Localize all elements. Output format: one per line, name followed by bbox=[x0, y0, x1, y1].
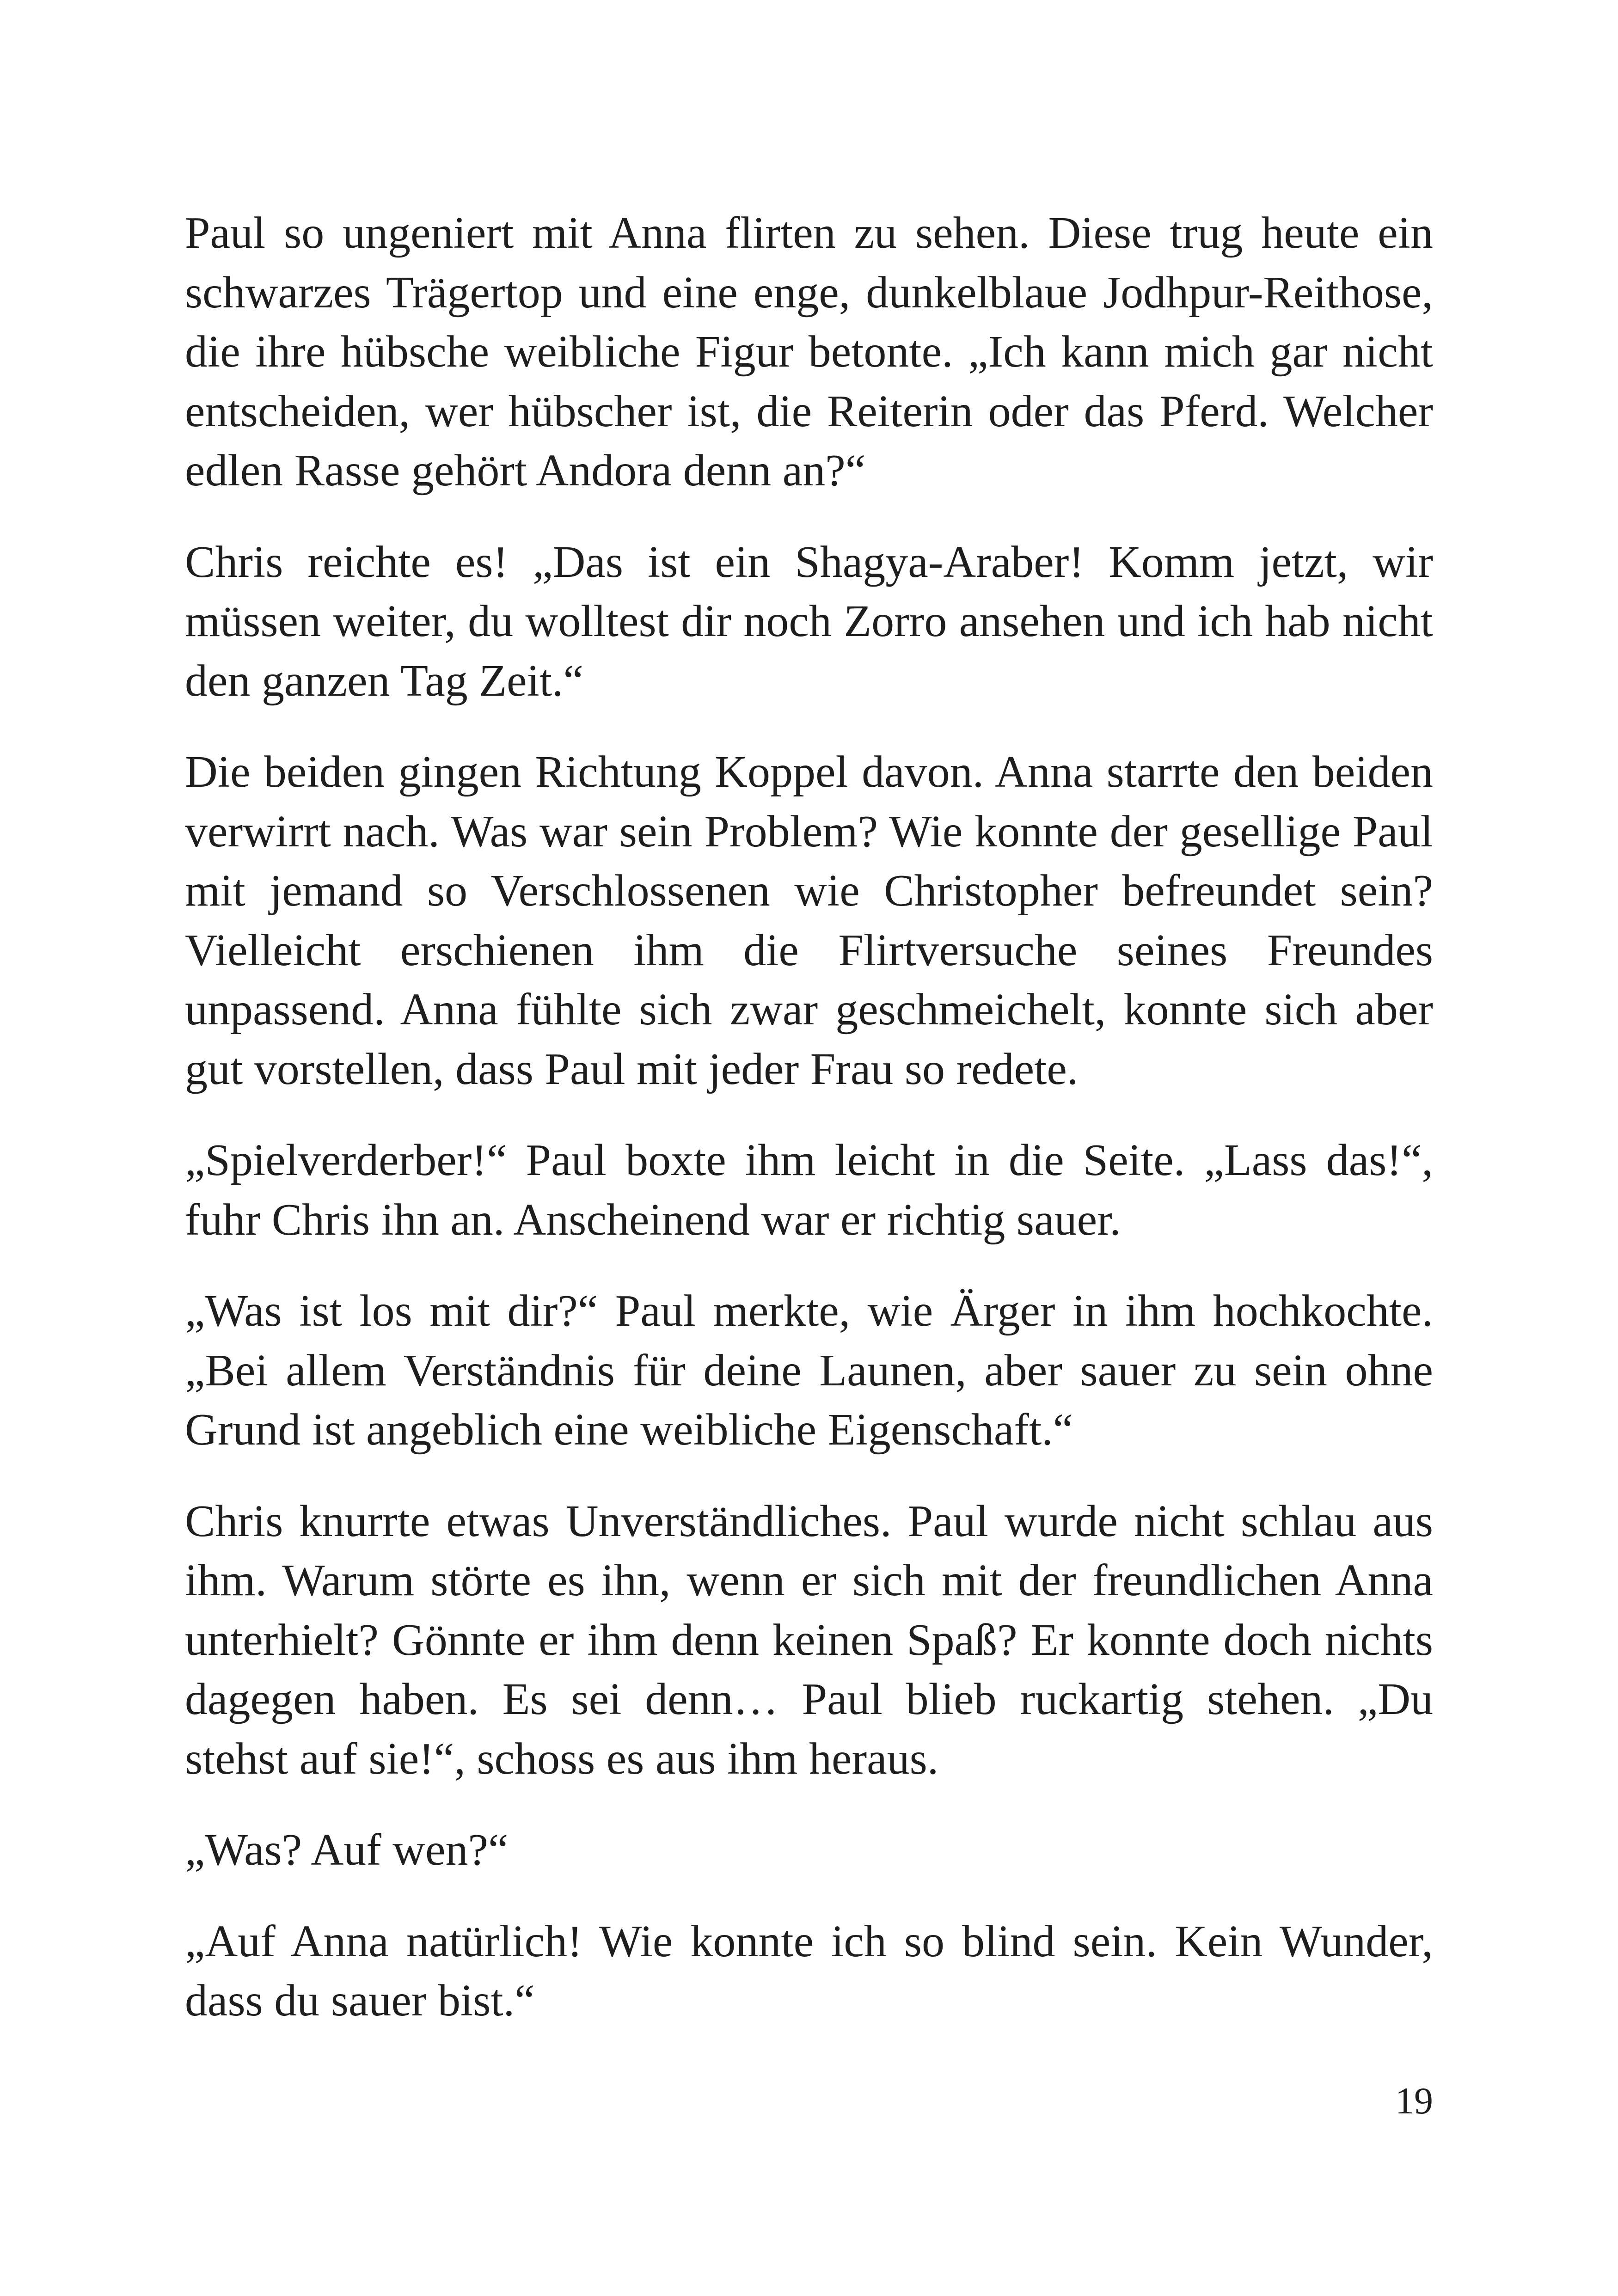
paragraph: „Auf Anna natürlich! Wie konnte ich so blind sein. Kein Wunder, dass du sauer bist.“ bbox=[185, 1916, 1433, 2026]
paragraph: Paul so ungeniert mit Anna flirten zu sehen. Diese trug heute ein schwarzes Trägertop und eine enge, dunkelblaue Jodhpur-Reithose, die ihre hübsche weibliche Figur betonte. „Ich kann mich gar nicht entscheiden, wer hübscher ist, die Reiterin oder das Pferd. Welcher edlen Rasse gehört Andora denn an?“ bbox=[185, 208, 1433, 496]
paragraph: „Spielverderber!“ Paul boxte ihm leicht in die Seite. „Lass das!“, fuhr Chris ihn an. Anscheinend war er richtig sauer. bbox=[185, 1135, 1433, 1245]
paragraph: Die beiden gingen Richtung Koppel davon. Anna starrte den beiden verwirrt nach. Was war sein Problem? Wie konnte der gesellige Paul mit jemand so Verschlossenen wie Christopher befreundet sein? Vielleicht erschienen ihm die Flirtversuche seines Freundes unpassend. Anna fühlte sich zwar geschmeichelt, konnte sich aber gut vorstellen, dass Paul mit jeder Frau so redete. bbox=[185, 747, 1433, 1094]
page-number: 19 bbox=[1395, 2080, 1433, 2122]
paragraph: „Was ist los mit dir?“ Paul merkte, wie Ärger in ihm hochkochte. „Bei allem Verständnis für deine Launen, aber sauer zu sein ohne Grund ist angeblich eine weibliche Eigenschaft.“ bbox=[185, 1286, 1433, 1455]
body-text bbox=[185, 203, 1433, 2063]
paragraph: „Was? Auf wen?“ bbox=[185, 1825, 509, 1875]
paragraph: Chris knurrte etwas Unverständliches. Paul wurde nicht schlau aus ihm. Warum störte es ihn, wenn er sich mit der freundlichen Anna unterhielt? Gönnte er ihm denn keinen Spaß? Er konnte doch nichts dagegen haben. Es sei denn… Paul blieb ruckartig stehen. „Du stehst auf sie!“, schoss es aus ihm heraus. bbox=[185, 1496, 1433, 1784]
paragraph: Chris reichte es! „Das ist ein Shagya-Araber! Komm jetzt, wir müssen weiter, du wolltest dir noch Zorro ansehen und ich hab nicht den ganzen Tag Zeit.“ bbox=[185, 537, 1433, 706]
